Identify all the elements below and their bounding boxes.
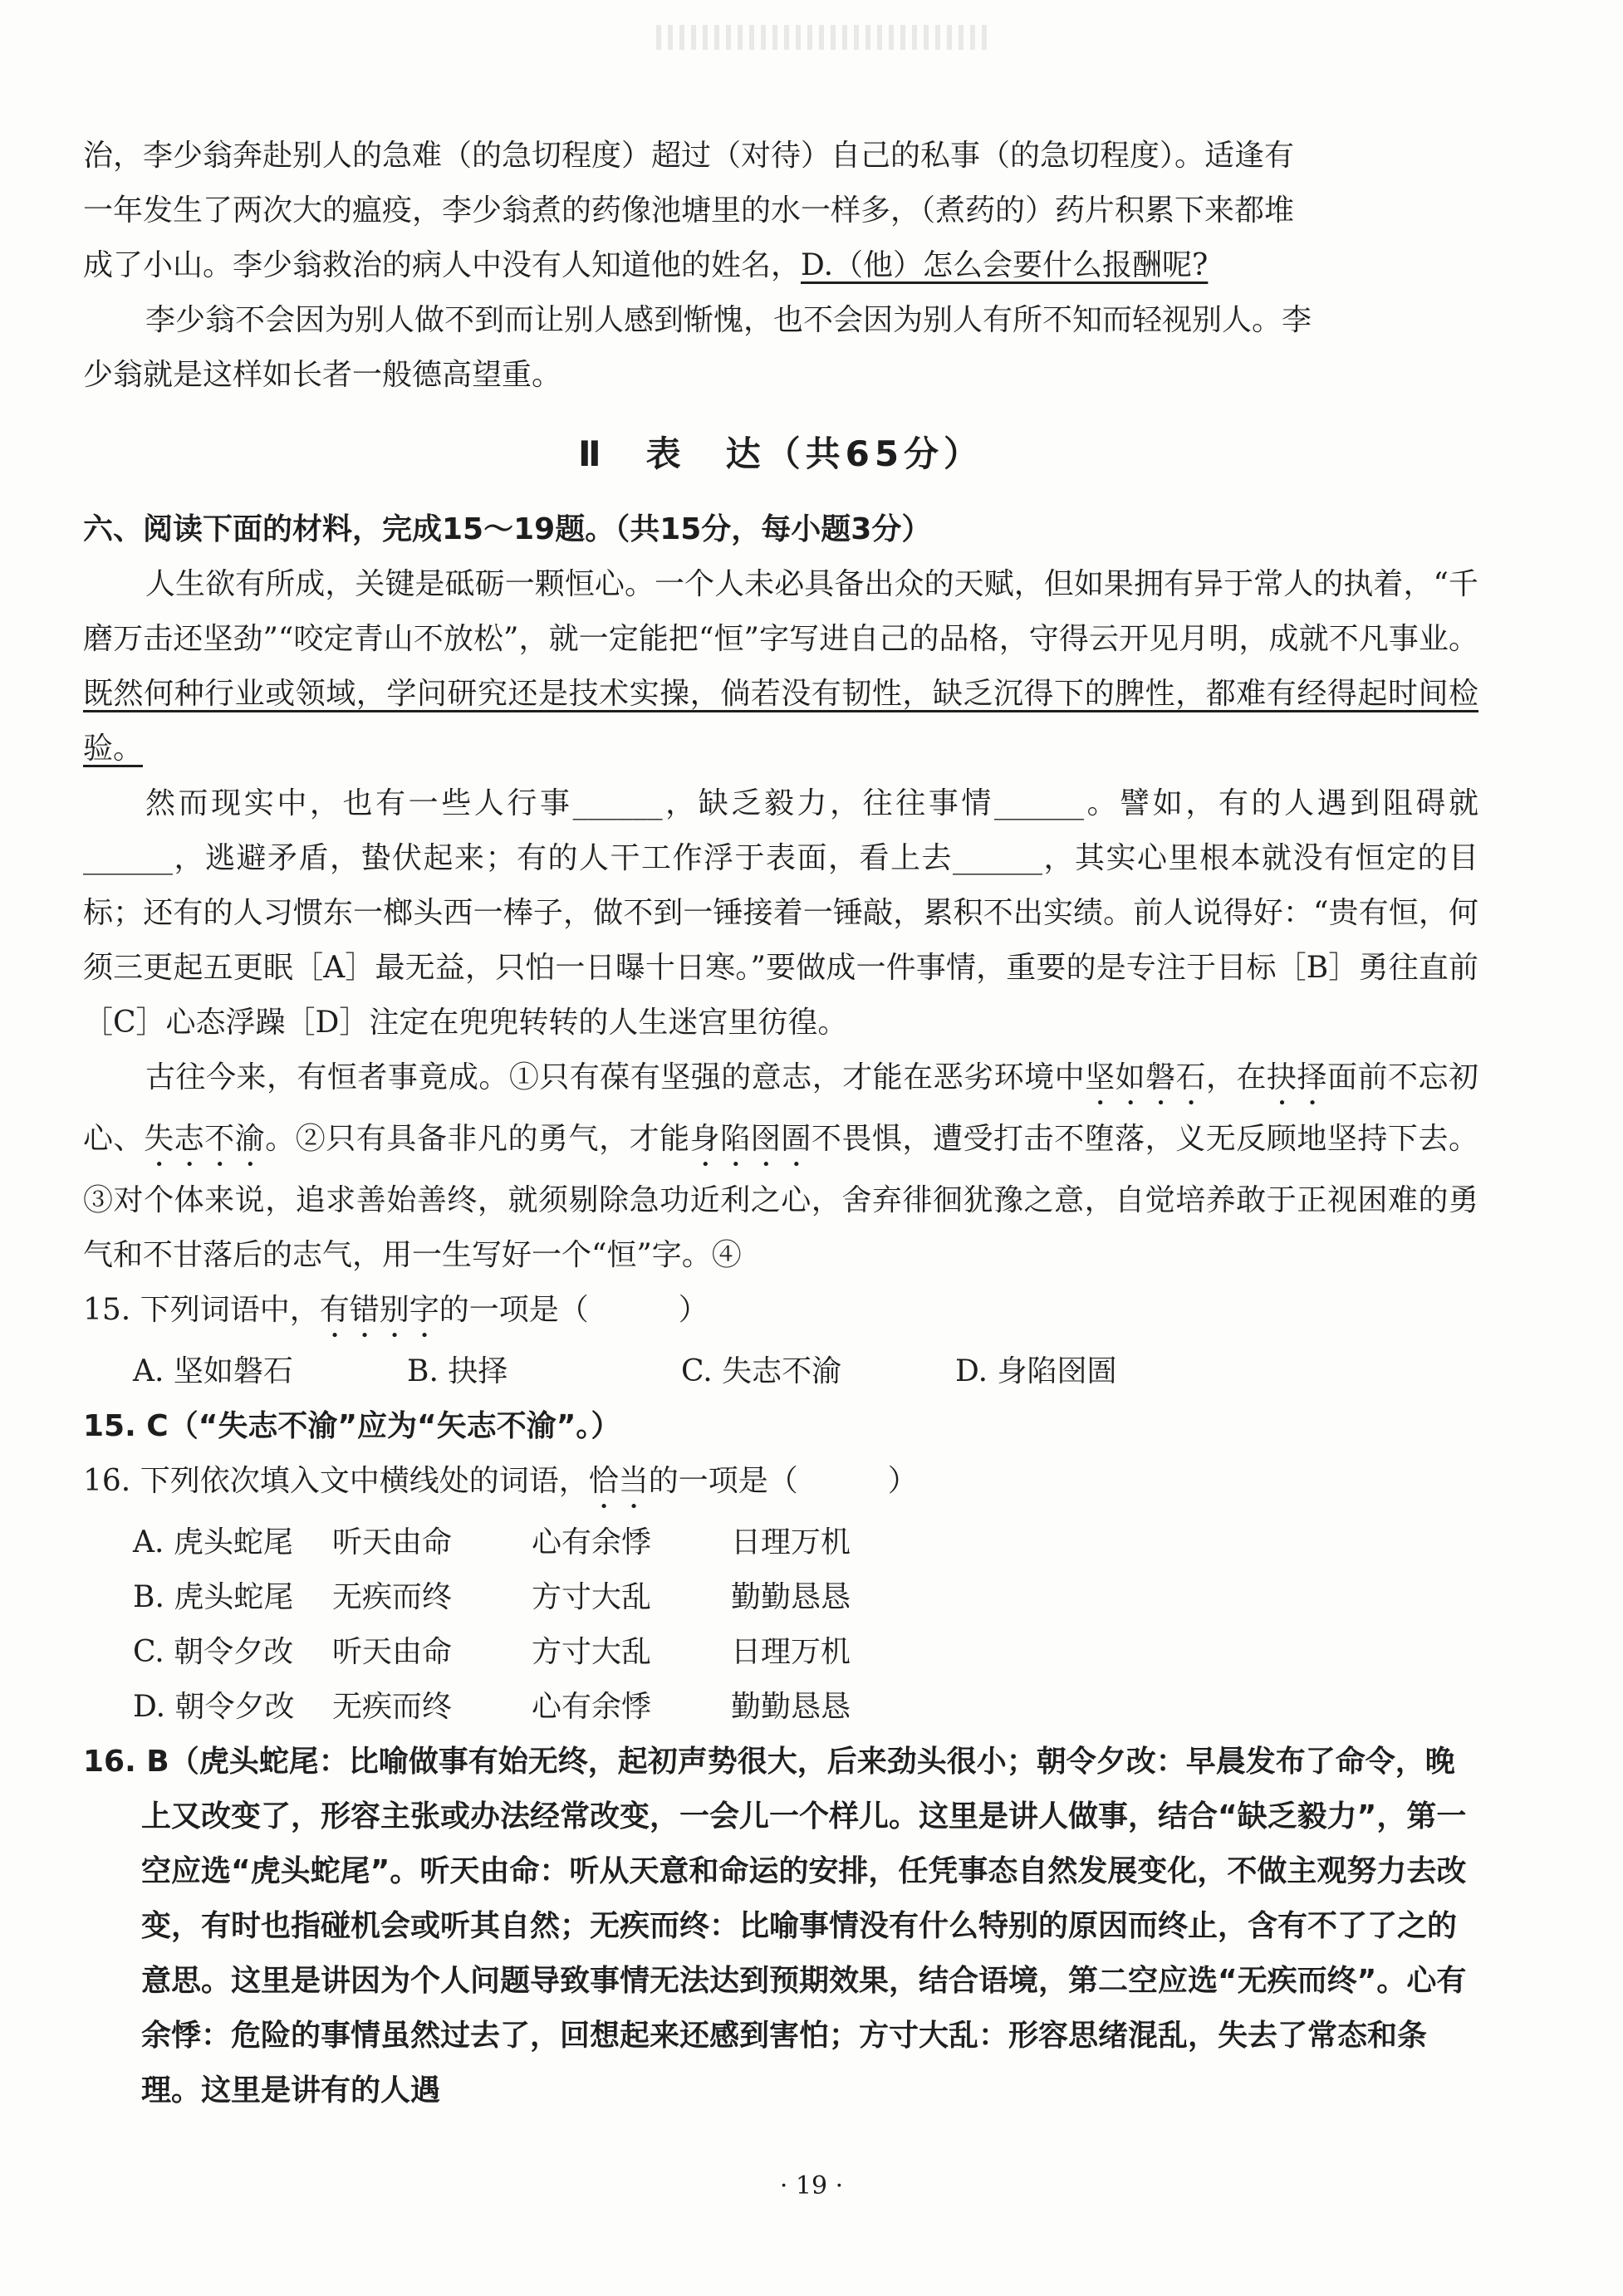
- material-paragraph-3: [83, 1050, 1478, 1283]
- option-word: 勤勤恳恳: [731, 1690, 851, 1724]
- question-16-answer: 16. B（虎头蛇尾：比喻做事有始无终，起初声势很大，后来劲头很小；朝令夕改：早晨发布了命令，晚上又改变了，形容主张或办法经常改变，一会儿一个样儿。这里是讲人做事，结合“缺乏毅力”，第一空应选“虎头蛇尾”。听天由命：听从天意和命运的安排，任凭事态自然发展变化，不做主观努力去改变，有时也指碰机会或听其自然；无疾而终：比喻事情没有什么特别的原因而终止，含有不了了之的意思。这里是讲因为个人问题导致事情无法达到预期效果，结合语境，第二空应选“无疾而终”。心有余悸：危险的事情虽然过去了，回想起来还感到害怕；方寸大乱：形容思绪混乱，失去了常态和条理。这里是讲有的人遇: [83, 1745, 1467, 2108]
- option-word: 心有余悸: [532, 1690, 652, 1724]
- text-line: 一年发生了两次大的瘟疫，李少翁煮的药像池塘里的水一样多，（煮药的）药片积累下来都堆: [83, 193, 1295, 228]
- option-word: 听天由命: [332, 1635, 453, 1669]
- option-word: B. 虎头蛇尾: [133, 1580, 294, 1614]
- text-segment: ，在: [1206, 1060, 1268, 1094]
- dotted-word: 恰当: [588, 1464, 649, 1498]
- section-title: Ⅱ 表 达（共65分）: [577, 433, 984, 474]
- question-16-option-a: [83, 1515, 1478, 1570]
- question-16-option-d: [83, 1680, 1478, 1735]
- option-b: B. 抉择: [407, 1354, 508, 1388]
- option-word: A. 虎头蛇尾: [133, 1525, 293, 1559]
- text-segment: 面前不忘初心、: [83, 1060, 1478, 1156]
- dotted-word: 抉择: [1267, 1060, 1328, 1094]
- question-15-stem: [83, 1283, 1478, 1344]
- option-word: 心有余悸: [532, 1525, 652, 1559]
- part-heading: 六、阅读下面的材料，完成15～19题。（共15分，每小题3分）: [83, 512, 932, 546]
- option-word: 方寸大乱: [532, 1580, 652, 1614]
- text-line: 治，李少翁奔赴别人的急难（的急切程度）超过（对待）自己的私事（的急切程度）。适逢有: [83, 139, 1295, 173]
- question-16-option-c: [83, 1625, 1478, 1680]
- page-number: · 19 ·: [779, 2171, 844, 2201]
- material-paragraph-1: [83, 557, 1478, 776]
- text-segment: 15. 下列词语中，: [83, 1293, 320, 1327]
- text-segment: 的一项是（ ）: [439, 1293, 709, 1327]
- dotted-word: 失志不渝: [144, 1122, 266, 1156]
- question-15-answer: 15. C（“失志不渝”应为“矢志不渝”。）: [83, 1409, 621, 1443]
- option-word: D. 朝令夕改: [133, 1690, 295, 1724]
- page-content: [83, 129, 1478, 2118]
- question-16-option-b: [83, 1570, 1478, 1625]
- option-word: 日理万机: [731, 1525, 851, 1559]
- text-line: [83, 238, 1478, 293]
- dotted-word: 有错别字: [319, 1293, 439, 1327]
- text-segment: 古往今来，有恒者事竟成。①只有葆有坚强的意志，才能在恶劣环境中: [145, 1060, 1086, 1094]
- option-c: C. 失志不渝: [681, 1354, 842, 1388]
- option-word: 日理万机: [731, 1635, 851, 1669]
- text-segment: 人生欲有所成，关键是砥砺一颗恒心。一个人未必具备出众的天赋，但如果拥有异于常人的执着，“千磨万击还坚劲”“咬定青山不放松”，就一定能把“恒”字写进自己的品格，守得云开见月明，成就不凡事业。: [83, 567, 1478, 656]
- option-word: 无疾而终: [332, 1580, 453, 1614]
- text-line: 少翁就是这样如长者一般德高望重。: [83, 358, 562, 392]
- underlined-sentence: 既然何种行业或领域，学问研究还是技术实操，倘若没有韧性，缺乏沉得下的脾性，都难有经得起时间检验。: [83, 677, 1478, 766]
- option-d: D. 身陷囹圄: [955, 1354, 1117, 1388]
- text-segment: 16. 下列依次填入文中横线处的词语，: [83, 1464, 589, 1498]
- dotted-word: 身陷囹圄: [689, 1122, 812, 1156]
- text-segment: 不畏惧，遭受打击不堕落，义无反顾地坚持下去。③对个体来说，追求善始善终，就须剔除急功近利之心，舍弃徘徊犹豫之意，自觉培养敢于正视困难的勇气和不甘落后的志气，用一生写好一个“恒”字。④: [83, 1122, 1478, 1272]
- option-word: C. 朝令夕改: [133, 1635, 294, 1669]
- material-paragraph-2: 然而现实中，也有一些人行事______，缺乏毅力，往往事情______。譬如，有的人遇到阻碍就______，逃避矛盾，蛰伏起来；有的人干工作浮于表面，看上去______，其实心里根本就没有恒定的目标；还有的人习惯东一榔头西一棒子，做不到一锤接着一锤敲，累积不出实绩。前人说得好：“贵有恒，何须三更起五更眠［A］最无益，只怕一日曝十日寒。”要做成一件事情，重要的是专注于目标［B］勇往直前［C］心态浮躁［D］注定在兜兜转转的人生迷宫里彷徨。: [83, 786, 1478, 1040]
- text-line: 李少翁不会因为别人做不到而让别人感到惭愧，也不会因为别人有所不知而轻视别人。李: [145, 303, 1312, 337]
- scan-header-mark: [656, 25, 988, 50]
- dotted-word: 坚如磐石: [1085, 1060, 1207, 1094]
- option-word: 勤勤恳恳: [731, 1580, 851, 1614]
- text-segment: 的一项是（ ）: [648, 1464, 918, 1498]
- option-word: 方寸大乱: [532, 1635, 652, 1669]
- text-segment: 。②只有具备非凡的勇气，才能: [265, 1122, 690, 1156]
- question-15-options: [83, 1344, 1478, 1399]
- question-16-stem: [83, 1454, 1478, 1515]
- option-a: A. 坚如磐石: [133, 1354, 293, 1388]
- option-word: 无疾而终: [332, 1690, 453, 1724]
- text-segment: 成了小山。李少翁救治的病人中没有人知道他的姓名，: [83, 248, 802, 282]
- underlined-sentence-d: D.（他）怎么会要什么报酬呢?: [801, 248, 1209, 282]
- option-word: 听天由命: [332, 1525, 453, 1559]
